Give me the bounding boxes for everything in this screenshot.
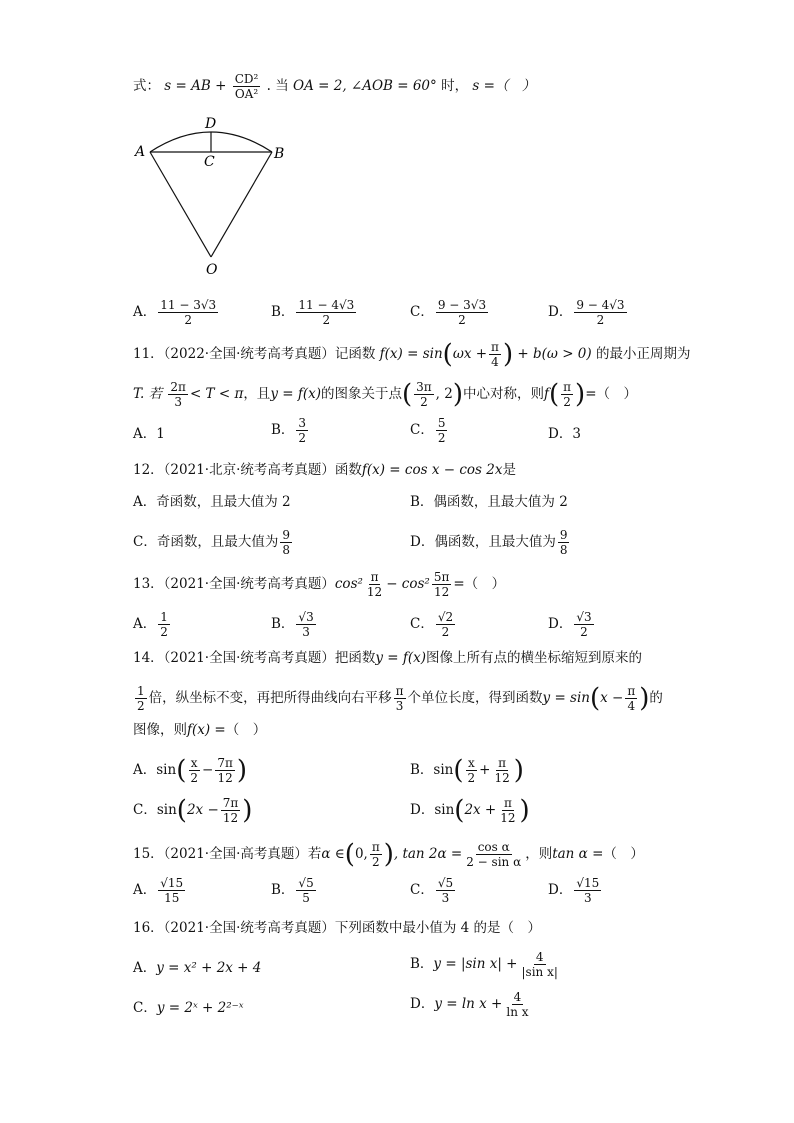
paren-close: ) [383, 839, 394, 870]
option-label: D． [548, 882, 573, 898]
paren-open: ( [549, 379, 560, 410]
q12-option-d[interactable] [410, 528, 571, 557]
frac-den: 3 [174, 395, 182, 409]
frac-num: π [395, 684, 404, 698]
q14-arg: x − [600, 690, 624, 706]
option-label: C． [133, 802, 157, 818]
q11-t: T. 若 [133, 386, 163, 402]
q12-fx: f(x) = cos x − cos 2x [361, 462, 503, 478]
q15-option-d[interactable] [548, 876, 603, 905]
q11-text-end: 的最小正周期为 [595, 346, 691, 362]
frac-num: 11 − 4√3 [298, 298, 355, 312]
option-label: A． [133, 616, 157, 632]
option-fraction [296, 876, 315, 905]
option-pre: 2x + [464, 802, 497, 818]
option-fraction [296, 610, 315, 639]
frac-den: 2 [137, 699, 145, 713]
q15-option-b[interactable] [271, 876, 318, 905]
frac-den: 2 [298, 431, 307, 445]
paren-close: ) [519, 795, 530, 826]
q10-frac-num: CD² [234, 72, 259, 86]
frac-num: x [467, 756, 475, 770]
option-pre: 2x − [186, 802, 219, 818]
q10-ask: s =（ ） [472, 78, 536, 94]
frac-num: cos α [477, 840, 510, 854]
frac-den: 12 [222, 811, 239, 825]
frac-num: π [371, 840, 380, 854]
frac-den: 2 [322, 313, 331, 327]
option-fraction [436, 876, 455, 905]
option-fraction [504, 990, 530, 1019]
q13-option-b[interactable] [271, 610, 318, 639]
q10-condition: OA = 2, ∠AOB = 60° [293, 78, 437, 94]
frac-num: 1 [160, 610, 168, 624]
frac-den: 12 [500, 811, 516, 825]
option-label: A． [133, 426, 157, 442]
option-fraction [520, 950, 560, 979]
q11-f: f [544, 386, 549, 402]
q10-time: 时， [441, 78, 469, 94]
label-a: A [135, 144, 146, 160]
frac-num: 3 [298, 416, 307, 430]
q14-shift [394, 684, 406, 713]
option-label: D． [548, 426, 573, 442]
q14-option-a[interactable] [133, 756, 247, 785]
option-fraction [574, 298, 626, 327]
q16-head: 16．（2021·全国·统考高考真题）下列函数中最小值为 4 的是（ ） [133, 920, 542, 936]
q16-option-c[interactable] [133, 998, 244, 1018]
q10-fraction [233, 72, 261, 101]
frac-den: 2 [160, 625, 168, 639]
q11-option-a[interactable] [133, 424, 165, 444]
q10-prefix: 式： [133, 78, 160, 94]
option-label: A． [133, 494, 157, 510]
option-text: y = |sin x| + [433, 956, 518, 972]
q11-option-c[interactable] [410, 416, 449, 445]
option-frac2 [215, 756, 235, 785]
frac-den: 2 [441, 625, 450, 639]
q11-pt-tail: , 2 [435, 386, 453, 402]
option-fraction [158, 298, 218, 327]
q15-option-c[interactable] [410, 876, 457, 905]
option-label: B． [410, 494, 434, 510]
option-label: B． [271, 422, 295, 438]
option-label: C． [410, 422, 434, 438]
paren-close: ) [242, 795, 253, 826]
q11-stem-line1 [133, 340, 690, 369]
q14-option-c[interactable] [133, 796, 252, 825]
option-op: + [479, 762, 491, 778]
q10-figure [130, 112, 300, 282]
q12-option-b[interactable] [410, 492, 568, 512]
q14-stem-line1 [133, 648, 642, 668]
q13-frac2 [432, 570, 452, 599]
frac-num: √2 [437, 610, 454, 624]
frac-num: 4 [513, 990, 522, 1004]
q13-minus-cos2: − cos² [386, 576, 430, 592]
option-label: A． [133, 304, 157, 320]
frac-den: 2 [458, 313, 466, 327]
option-label: B． [271, 616, 295, 632]
option-text: y = x² + 2x + 4 [156, 960, 262, 976]
option-fn: sin [156, 802, 177, 818]
frac-num: π [627, 684, 636, 698]
paren-close: ) [452, 379, 463, 410]
frac-den: 8 [282, 543, 290, 557]
frac-den: 2 [563, 395, 571, 409]
option-text: 奇函数，且最大值为 [156, 534, 279, 550]
frac-num: π [563, 380, 572, 394]
frac-num: 3π [416, 380, 432, 394]
frac-num: 11 − 3√3 [160, 298, 217, 312]
q15-cos-frac [464, 840, 523, 869]
q10-stem [133, 72, 535, 101]
frac-den: 2 [580, 625, 588, 639]
frac-den: ln x [506, 1005, 529, 1019]
frac-den: 3 [395, 699, 404, 713]
q11-stem-line2 [133, 380, 637, 409]
frac-num: 7π [217, 756, 233, 770]
q15-option-a[interactable] [133, 876, 187, 905]
q14-text-c: 的 [649, 690, 663, 706]
frac-num: 9 [282, 528, 290, 542]
option-label: C． [133, 534, 157, 550]
option-label: B． [271, 882, 295, 898]
option-fraction [436, 610, 455, 639]
frac-num: 9 [559, 528, 568, 542]
frac-num: √5 [298, 876, 314, 890]
label-c: C [204, 154, 215, 170]
option-fraction [574, 610, 593, 639]
q11-t-frac [168, 380, 188, 409]
q15-alpha: α ∈ [321, 846, 345, 862]
frac-num: √3 [298, 610, 314, 624]
option-fn: sin [156, 762, 177, 778]
q14-y: y = sin [542, 690, 590, 706]
q11-sym: 的图象关于点 [320, 386, 402, 402]
q12-stem [133, 460, 516, 480]
q14-head: 14．（2021·全国·统考高考真题）把函数 [133, 650, 376, 666]
q15-stem [133, 840, 644, 869]
q16-option-a[interactable] [133, 958, 261, 978]
frac-num: 5π [433, 570, 450, 584]
label-o: O [206, 262, 218, 278]
option-label: B． [271, 304, 295, 320]
option-text: y = ln x + [434, 996, 503, 1012]
frac-den: 12 [494, 771, 510, 785]
option-fraction [280, 528, 292, 557]
frac-den: 3 [583, 891, 592, 905]
q11-head: 11．（2022·全国·统考高考真题）记函数 [133, 346, 376, 362]
option-fraction [436, 416, 448, 445]
option-label: D． [548, 304, 573, 320]
option-frac2 [492, 756, 511, 785]
frac-den: 3 [302, 625, 310, 639]
paren-open: ( [442, 339, 453, 370]
frac-num: 9 − 3√3 [437, 298, 487, 312]
frac-num: 2π [170, 380, 186, 394]
option-fn: sin [434, 802, 455, 818]
paren-open: ( [453, 755, 464, 786]
q14-text-b: 个单位长度，得到函数 [407, 690, 543, 706]
option-fraction [296, 416, 308, 445]
option-frac1 [466, 756, 478, 785]
frac-num: x [190, 756, 198, 770]
frac-den: 4 [491, 355, 499, 369]
label-d: D [205, 116, 217, 132]
frac-den: 12 [366, 585, 383, 599]
paren-open: ( [454, 795, 465, 826]
option-fraction [158, 610, 170, 639]
paren-close: ) [502, 339, 514, 370]
frac-num: 5 [437, 416, 446, 430]
q10-formula: s = AB + [164, 78, 227, 94]
option-frac2 [498, 796, 517, 825]
option-text: 奇函数，且最大值为 2 [156, 494, 291, 510]
frac-num: √3 [576, 610, 592, 624]
q14-text-a: 倍，纵坐标不变，再把所得曲线向右平移 [148, 690, 392, 706]
option-label: D． [410, 534, 435, 550]
q14-half [135, 684, 147, 713]
option-fraction [436, 298, 488, 327]
option-fraction [296, 298, 356, 327]
frac-den: 12 [217, 771, 233, 785]
frac-num: 9 − 4√3 [576, 298, 625, 312]
q15-tana: tan α = [552, 846, 604, 862]
frac-num: π [370, 570, 379, 584]
option-label: A． [133, 762, 157, 778]
q14-fx: y = f(x) [375, 650, 427, 666]
frac-den: 8 [559, 543, 568, 557]
option-label: D． [548, 616, 573, 632]
q14-f: f(x) = [187, 722, 226, 738]
segment-oa [150, 152, 211, 257]
q14-option-d[interactable] [410, 796, 530, 825]
q13-head: 13．（2021·全国·统考高考真题） [133, 576, 335, 592]
frac-num: π [503, 796, 512, 810]
option-label: C． [410, 616, 434, 632]
q14-tail: 图像上所有点的横坐标缩短到原来的 [426, 650, 643, 666]
frac-den: 12 [433, 585, 450, 599]
option-text: 偶函数，且最大值为 2 [433, 494, 568, 510]
q11-center: 中心对称，则 [463, 386, 544, 402]
paren-close: ) [575, 379, 586, 410]
q16-option-d[interactable] [410, 990, 533, 1019]
q11-pt-frac [414, 380, 434, 409]
q10-dot: . 当 [266, 78, 289, 94]
q10-option-b[interactable] [271, 298, 358, 327]
option-text: 偶函数，且最大值为 [434, 534, 556, 550]
q15-ask: （ ） [603, 846, 644, 862]
option-text: 1 [156, 426, 165, 442]
q14-option-b[interactable] [410, 756, 524, 785]
q12-tail: 是 [502, 462, 516, 478]
option-label: D． [410, 996, 435, 1012]
frac-den: |sin x| [521, 965, 558, 979]
option-frac2 [221, 796, 241, 825]
frac-den: 2 [371, 855, 380, 869]
q13-frac1 [365, 570, 384, 599]
q13-option-d[interactable] [548, 610, 596, 639]
q11-and: ，且 [243, 386, 271, 402]
option-op: − [202, 762, 214, 778]
option-label: A． [133, 882, 157, 898]
frac-den: 2 [184, 313, 192, 327]
frac-num: π [491, 340, 499, 354]
q11-option-b[interactable] [271, 416, 310, 445]
paren-close: ) [236, 755, 247, 786]
option-label: C． [133, 1000, 157, 1016]
frac-num: √5 [437, 876, 454, 890]
frac-den: 2 [190, 771, 198, 785]
q11-option-d[interactable] [548, 424, 581, 444]
segment-ob [211, 152, 272, 257]
q11-yfx: y = f(x) [270, 386, 321, 402]
q11-fq-frac [561, 380, 573, 409]
frac-den: 15 [164, 891, 180, 905]
frac-num: π [498, 756, 507, 770]
option-label: A． [133, 960, 157, 976]
q15-tan2: , tan 2α = [393, 846, 463, 862]
frac-num: 4 [535, 950, 544, 964]
option-fn: sin [433, 762, 454, 778]
option-label: B． [410, 762, 434, 778]
q15-int-frac [370, 840, 382, 869]
q10-option-c[interactable] [410, 298, 490, 327]
q10-option-d[interactable] [548, 298, 629, 327]
paren-open: ( [176, 755, 187, 786]
frac-den: 2 [437, 431, 446, 445]
q15-then: ，则 [525, 846, 553, 862]
q12-head: 12．（2021·北京·统考高考真题）函数 [133, 462, 362, 478]
q12-option-c[interactable] [133, 528, 294, 557]
q13-ask: =（ ） [453, 576, 506, 592]
q15-head: 15．（2021·全国·高考真题）若 [133, 846, 322, 862]
q15-int: 0, [354, 846, 368, 862]
frac-num: 1 [137, 684, 145, 698]
frac-den: 2 [596, 313, 605, 327]
option-fraction [158, 876, 185, 905]
q13-option-c[interactable] [410, 610, 457, 639]
q10-frac-den: OA² [234, 87, 259, 101]
option-text: y = 2ˣ + 2²⁻ˣ [156, 1000, 244, 1016]
frac-den: 5 [302, 891, 310, 905]
option-text: 3 [572, 426, 581, 442]
label-b: B [274, 146, 285, 162]
option-label: C． [410, 304, 434, 320]
q14-ask: （ ） [225, 722, 267, 738]
option-label: B． [410, 956, 434, 972]
frac-den: 3 [441, 891, 450, 905]
option-fraction [558, 528, 570, 557]
q13-stem [133, 570, 505, 599]
option-label: C． [410, 882, 434, 898]
paren-open: ( [344, 839, 355, 870]
q14-stem-line3 [133, 720, 266, 740]
option-frac1 [188, 756, 200, 785]
q13-option-a[interactable] [133, 610, 172, 639]
paren-close: ) [639, 683, 650, 714]
q14-text-l3: 图像，则 [133, 722, 187, 738]
q16-option-b[interactable] [410, 950, 562, 979]
paren-open: ( [176, 795, 187, 826]
paren-open: ( [590, 683, 601, 714]
frac-den: 2 [467, 771, 476, 785]
q11-tail: + b(ω > 0) [517, 346, 592, 362]
q13-cos1: cos² [334, 576, 363, 592]
frac-den: 2 − sin α [466, 855, 522, 869]
paren-close: ) [513, 755, 524, 786]
q12-option-a[interactable] [133, 492, 291, 512]
q14-stem-line2 [133, 684, 663, 713]
q11-t-range: < T < π [189, 386, 244, 402]
q10-option-a[interactable] [133, 298, 220, 327]
q11-arg: ωx + [452, 346, 488, 362]
frac-num: √15 [160, 876, 184, 890]
frac-den: 2 [420, 395, 428, 409]
q11-fx: f(x) = sin [379, 346, 443, 362]
frac-num: 7π [222, 796, 239, 810]
option-label: D． [410, 802, 435, 818]
q11-pi-frac [489, 340, 501, 369]
frac-den: 4 [627, 699, 636, 713]
frac-num: √15 [576, 876, 600, 890]
q16-stem [133, 918, 541, 938]
q14-arg-frac [625, 684, 637, 713]
q11-ask: =（ ） [585, 386, 638, 402]
paren-open: ( [401, 379, 413, 410]
option-fraction [574, 876, 601, 905]
